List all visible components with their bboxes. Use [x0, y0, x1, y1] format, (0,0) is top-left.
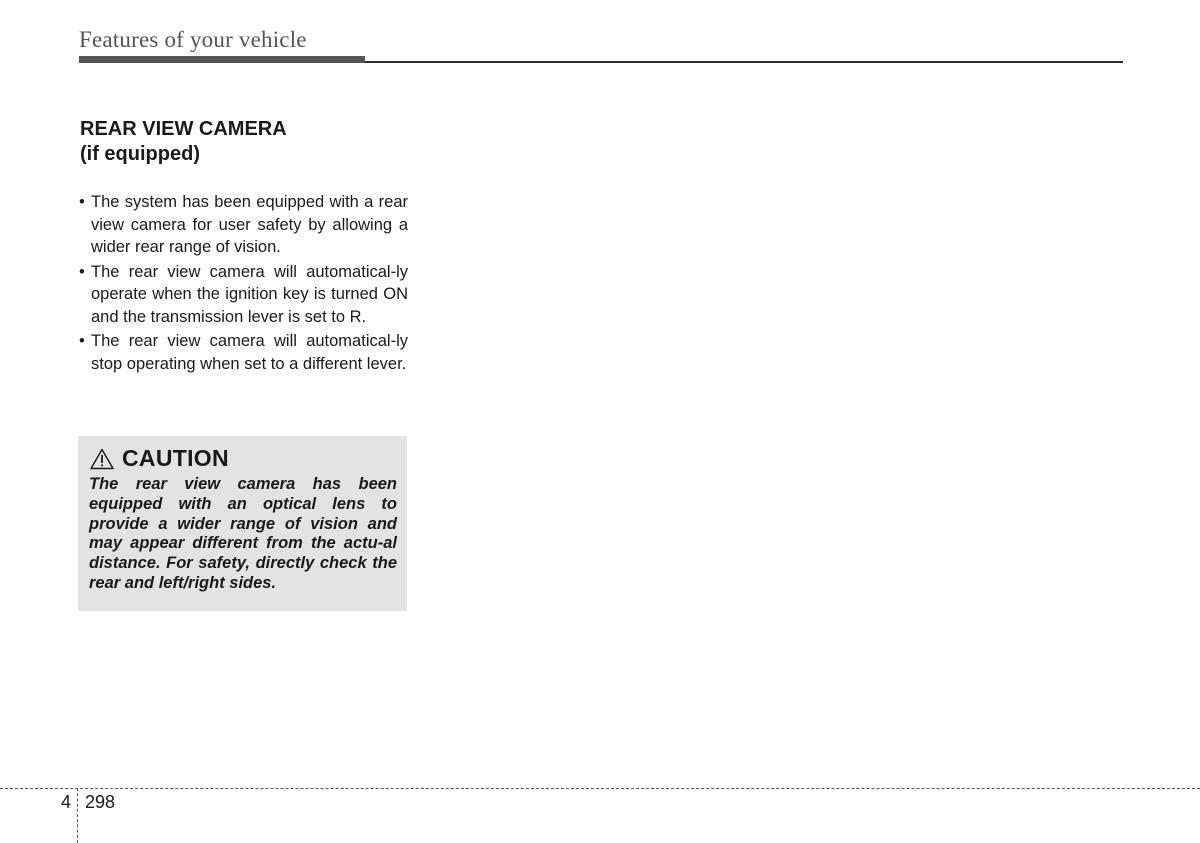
header-title: Features of your vehicle: [79, 27, 307, 52]
warning-triangle-icon: [90, 448, 114, 470]
caution-text: The rear view camera has been equipped with an optical lens to provide a wider range of vision and may appear different from the actu-al distance. For safety, directly check the rear and left/right sides.: [89, 475, 397, 592]
caution-header: [90, 445, 229, 472]
page-number: 298: [85, 792, 116, 812]
footer-dashed-rule: [0, 788, 1200, 789]
bullet-dot: •: [79, 332, 85, 350]
caution-label: CAUTION: [122, 445, 229, 471]
bullet-item: [79, 330, 408, 375]
bullet-text: The rear view camera will automatical-ly operate when the ignition key is turned ON and the transmission lever is set to R.: [91, 262, 408, 326]
bullet-text: The system has been equipped with a rear view camera for user safety by allowing a wider rear range of vision.: [91, 193, 408, 256]
bullet-item: [79, 191, 408, 259]
section-title-line1: REAR VIEW CAMERA: [80, 118, 287, 140]
bullet-list: [79, 191, 408, 377]
bullet-dot: •: [79, 193, 85, 211]
section-title: [80, 117, 287, 167]
bullet-dot: •: [79, 262, 85, 281]
footer-divider: [77, 788, 78, 843]
bullet-text: The rear view camera will automatical-ly stop operating when set to a different lever.: [91, 332, 408, 373]
header-accent-bar: [79, 56, 365, 63]
chapter-number: 4: [61, 792, 72, 812]
bullet-item: [79, 261, 408, 329]
caution-box: [78, 436, 407, 611]
section-title-line2: (if equipped): [80, 143, 200, 165]
